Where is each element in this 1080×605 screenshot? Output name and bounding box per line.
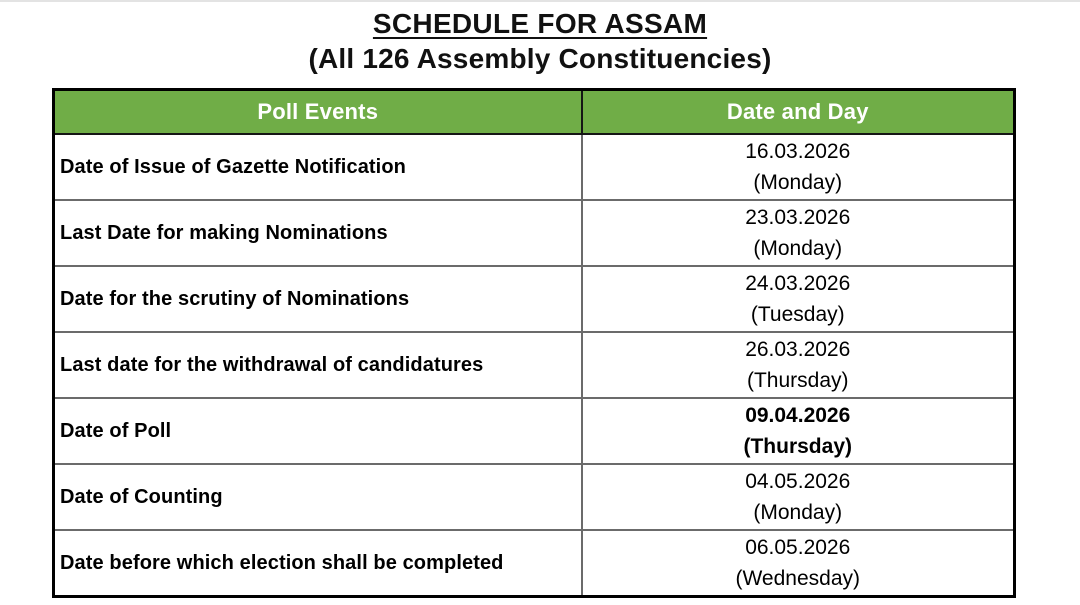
- event-cell: Date of Counting: [54, 464, 582, 530]
- date-value: 23.03.2026: [745, 206, 851, 229]
- date-cell: [582, 530, 1015, 597]
- date-cell: [582, 332, 1015, 398]
- table-row: [54, 332, 1015, 398]
- day-value: (Monday): [753, 501, 843, 524]
- table-row: [54, 134, 1015, 200]
- date-cell: [582, 200, 1015, 266]
- column-header-date-and-day: Date and Day: [582, 90, 1015, 135]
- date-value: 24.03.2026: [745, 272, 851, 295]
- date-value: 26.03.2026: [745, 338, 851, 361]
- schedule-table: [52, 88, 1016, 598]
- date-value: 04.05.2026: [745, 470, 851, 493]
- day-value: (Monday): [753, 171, 843, 194]
- event-cell: Last date for the withdrawal of candidatures: [54, 332, 582, 398]
- table-row: [54, 464, 1015, 530]
- date-value: 09.04.2026: [745, 404, 851, 427]
- date-cell: [582, 134, 1015, 200]
- table-row: [54, 398, 1015, 464]
- event-cell: Date for the scrutiny of Nominations: [54, 266, 582, 332]
- event-cell: Date of Issue of Gazette Notification: [54, 134, 582, 200]
- date-cell: [582, 464, 1015, 530]
- date-value: 06.05.2026: [745, 536, 851, 559]
- table-row: [54, 530, 1015, 597]
- day-value: (Monday): [753, 237, 843, 260]
- event-cell: Last Date for making Nominations: [54, 200, 582, 266]
- event-cell: Date of Poll: [54, 398, 582, 464]
- column-header-poll-events: Poll Events: [54, 90, 582, 135]
- table-row: [54, 266, 1015, 332]
- day-value: (Wednesday): [735, 567, 860, 590]
- date-value: 16.03.2026: [745, 140, 851, 163]
- title-block: [0, 8, 1080, 75]
- event-cell: Date before which election shall be completed: [54, 530, 582, 597]
- table-row: [54, 200, 1015, 266]
- day-value: (Thursday): [746, 369, 849, 392]
- table-header-row: [54, 90, 1015, 135]
- day-value: (Thursday): [743, 435, 852, 458]
- date-cell: [582, 398, 1015, 464]
- date-cell: [582, 266, 1015, 332]
- page-title: SCHEDULE FOR ASSAM: [372, 8, 708, 39]
- page-subtitle: (All 126 Assembly Constituencies): [308, 43, 772, 74]
- screenshot-top-edge: [0, 0, 1080, 2]
- day-value: (Tuesday): [750, 303, 845, 326]
